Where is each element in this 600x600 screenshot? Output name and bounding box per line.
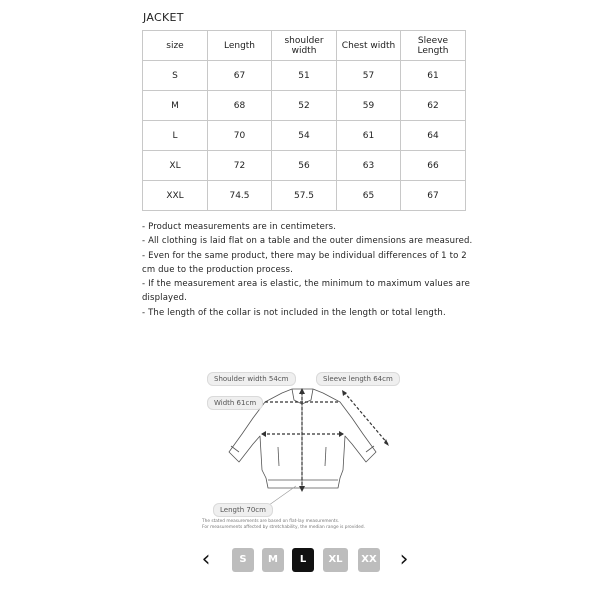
chevron-left-icon[interactable]: ‹ xyxy=(201,547,211,572)
size-option-m[interactable]: M xyxy=(262,548,284,572)
table-cell: 65 xyxy=(337,181,401,211)
table-cell: 54 xyxy=(272,121,337,151)
table-cell: 56 xyxy=(272,151,337,181)
table-header-cell: Chest width xyxy=(337,31,401,61)
table-header-cell: shoulder width xyxy=(272,31,337,61)
shoulder-width-label: Shoulder width 54cm xyxy=(207,372,296,386)
table-cell: 68 xyxy=(208,91,272,121)
chevron-right-icon[interactable]: › xyxy=(399,547,409,572)
sleeve-length-label: Sleeve length 64cm xyxy=(316,372,400,386)
table-cell: S xyxy=(143,61,208,91)
table-cell: XXL xyxy=(143,181,208,211)
note-line: displayed. xyxy=(142,293,188,304)
table-cell: 72 xyxy=(208,151,272,181)
table-cell: 66 xyxy=(401,151,466,181)
table-cell: L xyxy=(143,121,208,151)
note-line: - The length of the collar is not included in the length or total length. xyxy=(142,307,446,318)
table-header-cell: size xyxy=(143,31,208,61)
fine-print: For measurements affected by stretchability, the median range is provided. xyxy=(202,525,366,530)
table-cell: 59 xyxy=(337,91,401,121)
size-selector xyxy=(195,548,415,572)
size-option-s[interactable]: S xyxy=(232,548,254,572)
note-line: - Even for the same product, there may be individual differences of 1 to 2 xyxy=(142,250,467,261)
size-option-xxl[interactable]: XX xyxy=(358,548,380,572)
size-option-xl[interactable]: XL xyxy=(323,548,348,572)
table-cell: 57.5 xyxy=(272,181,337,211)
note-line: - Product measurements are in centimeters. xyxy=(142,222,337,232)
page-title: JACKET xyxy=(143,11,184,24)
table-header-cell: Length xyxy=(208,31,272,61)
table-cell: 62 xyxy=(401,91,466,121)
table-cell: M xyxy=(143,91,208,121)
table-cell: 70 xyxy=(208,121,272,151)
length-label: Length 70cm xyxy=(213,503,273,517)
table-cell: 61 xyxy=(337,121,401,151)
table-cell: 67 xyxy=(208,61,272,91)
fine-print: The stated measurements are based on flat-lay measurements. xyxy=(202,519,340,524)
table-header-cell: Sleeve Length xyxy=(401,31,466,61)
table-cell: 57 xyxy=(337,61,401,91)
table-cell: 52 xyxy=(272,91,337,121)
note-line: cm due to the production process. xyxy=(142,264,293,275)
table-cell: 61 xyxy=(401,61,466,91)
chest-width-label: Width 61cm xyxy=(207,396,263,410)
table-cell: 67 xyxy=(401,181,466,211)
size-option-l[interactable]: L xyxy=(292,548,314,572)
sleeve-length-guide xyxy=(344,392,388,444)
table-cell: 64 xyxy=(401,121,466,151)
note-line: - All clothing is laid flat on a table and the outer dimensions are measured. xyxy=(142,236,473,247)
note-line: - If the measurement area is elastic, the minimum to maximum values are xyxy=(142,279,470,290)
table-cell: 63 xyxy=(337,151,401,181)
table-cell: 51 xyxy=(272,61,337,91)
table-cell: XL xyxy=(143,151,208,181)
table-cell: 74.5 xyxy=(208,181,272,211)
